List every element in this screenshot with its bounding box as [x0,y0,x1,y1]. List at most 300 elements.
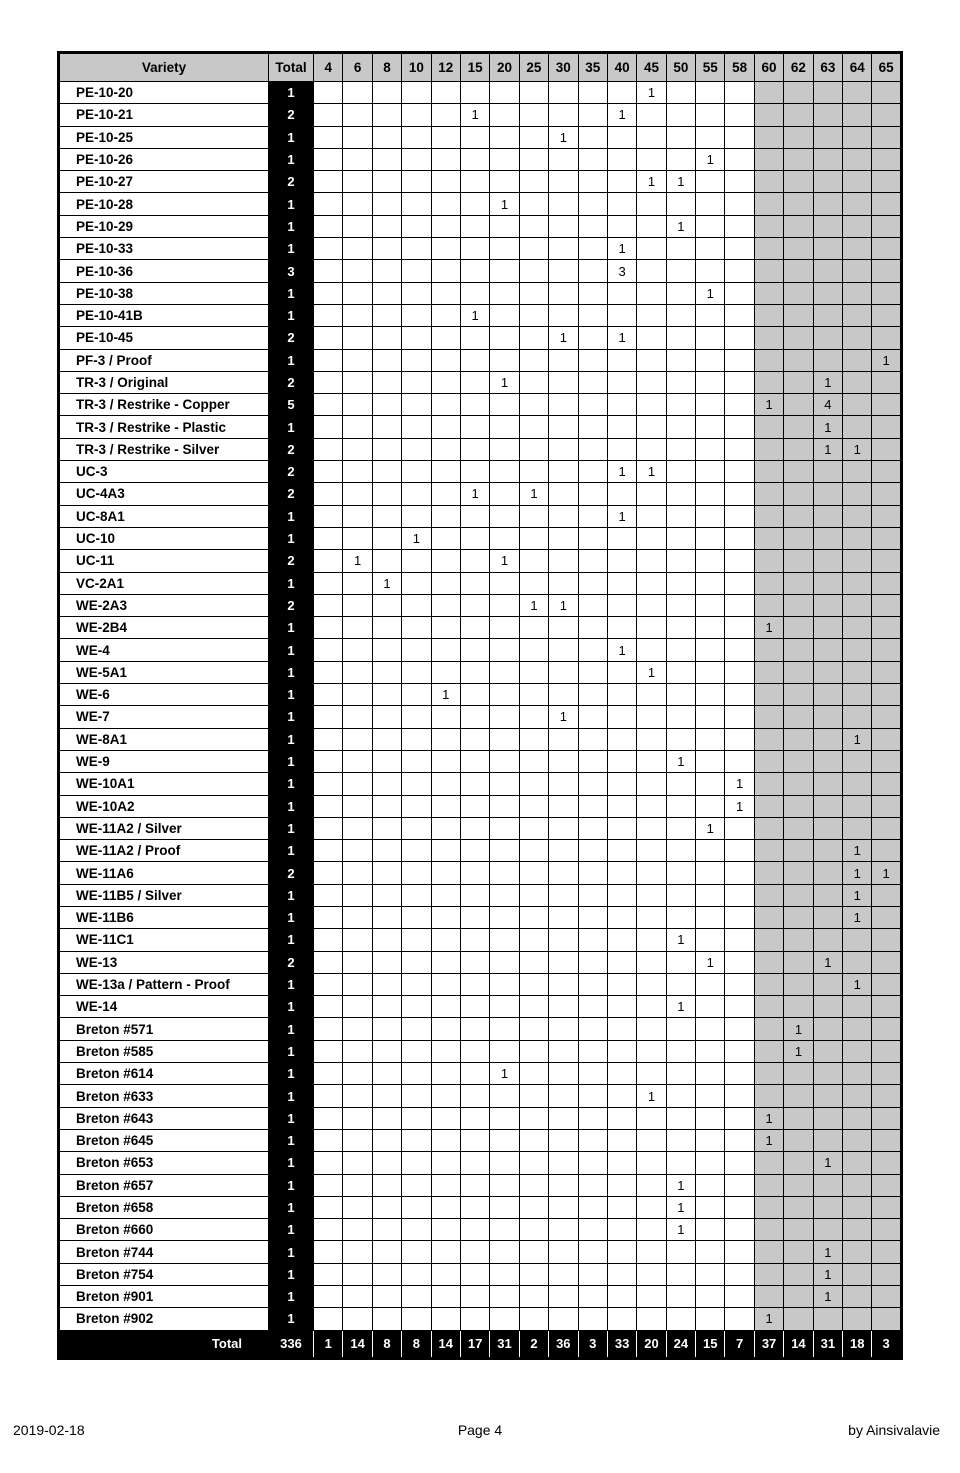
count-cell [813,1063,842,1085]
count-cell [314,661,343,683]
count-cell [549,215,578,237]
variety-name: TR-3 / Original [59,371,269,393]
count-cell [549,884,578,906]
count-cell [666,193,695,215]
count-cell [754,171,783,193]
count-cell [372,193,401,215]
variety-name: WE-5A1 [59,661,269,683]
count-cell [725,1219,754,1241]
count-cell [872,282,901,304]
count-cell [813,929,842,951]
count-cell [637,773,666,795]
count-cell [872,505,901,527]
count-cell [460,728,489,750]
count-cell [314,1040,343,1062]
count-cell [549,840,578,862]
count-cell [637,483,666,505]
count-cell: 1 [666,996,695,1018]
count-cell [607,817,636,839]
count-cell [549,1263,578,1285]
count-cell [696,550,725,572]
count-cell [519,1196,548,1218]
count-cell [519,82,548,104]
count-cell [343,82,372,104]
count-cell [490,996,519,1018]
count-cell: 1 [813,1263,842,1285]
count-cell [578,1286,607,1308]
count-cell [578,862,607,884]
table-row [59,550,902,572]
count-cell [784,572,813,594]
count-cell [314,617,343,639]
count-cell [314,1308,343,1330]
count-cell [578,282,607,304]
count-cell [813,1219,842,1241]
count-cell [607,527,636,549]
count-cell [666,438,695,460]
count-cell [813,661,842,683]
count-cell [696,929,725,951]
count-cell [813,817,842,839]
variety-name: PE-10-20 [59,82,269,104]
count-cell [666,661,695,683]
count-cell [666,951,695,973]
total-column-header: Total [269,53,314,82]
count-cell [519,260,548,282]
count-cell [725,951,754,973]
count-cell [784,483,813,505]
count-cell [460,82,489,104]
count-cell [460,1196,489,1218]
count-cell [460,238,489,260]
row-total: 1 [269,126,314,148]
count-cell [372,126,401,148]
count-cell [460,1219,489,1241]
count-cell [460,862,489,884]
count-cell [314,795,343,817]
count-cell [754,327,783,349]
count-cell [637,795,666,817]
count-cell: 1 [813,1241,842,1263]
count-cell [872,706,901,728]
table-row [59,1018,902,1040]
column-total: 8 [372,1330,401,1358]
count-cell [607,1196,636,1218]
count-cell [784,929,813,951]
count-cell [754,795,783,817]
count-cell [843,996,872,1018]
count-cell [843,795,872,817]
count-cell [607,1129,636,1151]
count-cell [578,639,607,661]
column-header: 58 [725,53,754,82]
row-total: 1 [269,884,314,906]
count-cell [578,951,607,973]
count-cell [314,1085,343,1107]
count-cell [490,1152,519,1174]
variety-name: Breton #744 [59,1241,269,1263]
count-cell [578,884,607,906]
count-cell [872,82,901,104]
count-cell [666,639,695,661]
count-cell: 1 [754,1308,783,1330]
count-cell [813,795,842,817]
count-cell [696,1040,725,1062]
variety-name: Breton #658 [59,1196,269,1218]
count-cell [431,1040,460,1062]
count-cell [813,1085,842,1107]
variety-name: Breton #645 [59,1129,269,1151]
count-cell [343,505,372,527]
count-cell [696,773,725,795]
count-cell [666,82,695,104]
count-cell [372,82,401,104]
variety-name: PE-10-33 [59,238,269,260]
count-cell [431,773,460,795]
count-cell [872,1286,901,1308]
count-cell [725,840,754,862]
count-cell [666,884,695,906]
count-cell [696,1241,725,1263]
count-cell [784,148,813,170]
count-cell [402,617,431,639]
count-cell [549,617,578,639]
count-cell [490,1308,519,1330]
variety-name: PE-10-26 [59,148,269,170]
count-cell [784,215,813,237]
count-cell: 1 [460,304,489,326]
count-cell [314,282,343,304]
count-cell [725,527,754,549]
count-cell [813,840,842,862]
count-cell [843,1286,872,1308]
count-cell [784,371,813,393]
count-cell [314,1196,343,1218]
count-cell [813,1018,842,1040]
count-cell [402,1107,431,1129]
count-cell [490,572,519,594]
count-cell [402,1286,431,1308]
count-cell [460,126,489,148]
count-cell: 1 [431,684,460,706]
count-cell: 1 [549,327,578,349]
count-cell [490,973,519,995]
count-cell [431,617,460,639]
count-cell [578,371,607,393]
table-row [59,193,902,215]
count-cell [725,1174,754,1196]
count-cell [372,594,401,616]
count-cell [696,1085,725,1107]
count-cell [460,1286,489,1308]
count-cell [578,260,607,282]
count-cell [725,304,754,326]
count-cell [460,1241,489,1263]
count-cell [549,1018,578,1040]
column-header: 35 [578,53,607,82]
count-cell [519,684,548,706]
count-cell [784,394,813,416]
count-cell: 1 [607,104,636,126]
count-cell [784,1196,813,1218]
count-cell [872,1241,901,1263]
count-cell: 4 [813,394,842,416]
count-cell [813,862,842,884]
count-cell [784,349,813,371]
table-row [59,661,902,683]
count-cell [460,550,489,572]
count-cell [519,750,548,772]
count-cell [696,661,725,683]
count-cell [784,193,813,215]
count-cell [343,973,372,995]
column-total: 37 [754,1330,783,1358]
count-cell [402,862,431,884]
count-cell [696,527,725,549]
count-cell [872,416,901,438]
count-cell [754,862,783,884]
variety-name: UC-10 [59,527,269,549]
count-cell [372,773,401,795]
count-cell [519,327,548,349]
table-row [59,617,902,639]
count-cell [402,550,431,572]
count-cell [607,550,636,572]
row-total: 2 [269,104,314,126]
row-total: 1 [269,304,314,326]
count-cell [460,996,489,1018]
count-cell [402,327,431,349]
count-cell: 1 [725,773,754,795]
count-cell [490,795,519,817]
count-cell [314,951,343,973]
row-total: 1 [269,505,314,527]
count-cell [402,639,431,661]
count-cell [607,349,636,371]
count-cell [549,684,578,706]
count-cell [460,193,489,215]
count-cell [372,706,401,728]
count-cell [460,1263,489,1285]
count-cell [843,617,872,639]
count-cell [490,684,519,706]
count-cell [843,1152,872,1174]
table-row [59,304,902,326]
count-cell [666,505,695,527]
count-cell [578,1107,607,1129]
count-cell [666,973,695,995]
row-total: 1 [269,193,314,215]
count-cell [578,1263,607,1285]
row-total: 1 [269,1219,314,1241]
count-cell [578,1196,607,1218]
count-cell [343,1174,372,1196]
table-row [59,684,902,706]
count-cell [460,1018,489,1040]
count-cell [696,1219,725,1241]
count-cell [784,750,813,772]
count-cell [372,171,401,193]
count-cell [754,505,783,527]
count-cell [696,461,725,483]
count-cell [372,1107,401,1129]
count-cell [843,461,872,483]
column-total: 33 [607,1330,636,1358]
count-cell: 1 [725,795,754,817]
count-cell [872,639,901,661]
count-cell [314,461,343,483]
count-cell [843,1219,872,1241]
count-cell [637,706,666,728]
row-total: 2 [269,862,314,884]
count-cell [549,951,578,973]
count-cell [431,817,460,839]
count-cell [813,327,842,349]
count-cell [490,1219,519,1241]
count-cell [343,126,372,148]
count-cell [578,973,607,995]
count-cell [490,1241,519,1263]
variety-name: TR-3 / Restrike - Silver [59,438,269,460]
count-cell [519,438,548,460]
count-cell [696,215,725,237]
count-cell [637,1152,666,1174]
row-total: 1 [269,1129,314,1151]
count-cell [519,1219,548,1241]
count-cell [872,327,901,349]
count-cell [343,661,372,683]
count-cell [666,394,695,416]
count-cell [607,661,636,683]
count-cell [490,906,519,928]
count-cell [372,840,401,862]
count-cell [402,282,431,304]
column-header: 4 [314,53,343,82]
count-cell [843,1063,872,1085]
count-cell [872,1308,901,1330]
count-cell [490,594,519,616]
count-cell: 1 [637,171,666,193]
count-cell [431,104,460,126]
count-cell [843,215,872,237]
count-cell [696,349,725,371]
count-cell [725,973,754,995]
count-cell [519,773,548,795]
count-cell [784,951,813,973]
count-cell [607,750,636,772]
count-cell [490,1196,519,1218]
count-cell [431,1241,460,1263]
column-header: 55 [696,53,725,82]
count-cell [402,973,431,995]
count-cell [872,951,901,973]
count-cell [607,929,636,951]
count-cell [519,817,548,839]
count-cell [813,906,842,928]
count-cell: 1 [637,661,666,683]
count-cell [490,951,519,973]
count-cell [343,483,372,505]
count-cell [725,215,754,237]
variety-name: UC-3 [59,461,269,483]
count-cell [725,193,754,215]
count-cell [637,1263,666,1285]
count-cell [402,1063,431,1085]
count-cell: 1 [519,483,548,505]
column-total: 20 [637,1330,666,1358]
count-cell [637,840,666,862]
count-cell [343,706,372,728]
count-cell [666,594,695,616]
count-cell [725,327,754,349]
count-cell [490,884,519,906]
count-cell [372,282,401,304]
count-cell [754,82,783,104]
count-cell [314,817,343,839]
variety-name: WE-8A1 [59,728,269,750]
count-cell [490,394,519,416]
count-cell [431,1063,460,1085]
count-cell [725,639,754,661]
count-cell [431,505,460,527]
count-cell [872,1263,901,1285]
count-cell [519,394,548,416]
count-cell [607,215,636,237]
count-cell [578,572,607,594]
count-cell [607,1241,636,1263]
count-cell [725,505,754,527]
count-cell [372,327,401,349]
count-cell [490,461,519,483]
count-cell [637,148,666,170]
count-cell [725,929,754,951]
count-cell [431,639,460,661]
count-cell [843,1308,872,1330]
table-row [59,1219,902,1241]
count-cell [519,951,548,973]
count-cell [607,1085,636,1107]
table-row [59,1196,902,1218]
row-total: 1 [269,773,314,795]
column-total: 15 [696,1330,725,1358]
count-cell [549,750,578,772]
count-cell [754,594,783,616]
column-header: 12 [431,53,460,82]
table-row [59,750,902,772]
count-cell [725,750,754,772]
count-cell [725,483,754,505]
count-cell [784,1152,813,1174]
count-cell: 1 [460,104,489,126]
count-cell [725,1286,754,1308]
column-header: 6 [343,53,372,82]
count-cell [578,505,607,527]
count-cell [490,126,519,148]
count-cell [402,1152,431,1174]
count-cell [519,661,548,683]
count-cell [813,1196,842,1218]
count-cell [666,260,695,282]
count-cell [784,884,813,906]
count-cell [843,171,872,193]
count-cell [343,1286,372,1308]
count-cell [754,371,783,393]
count-cell [372,1263,401,1285]
row-total: 1 [269,684,314,706]
row-total: 1 [269,82,314,104]
count-cell [314,527,343,549]
count-cell [431,193,460,215]
